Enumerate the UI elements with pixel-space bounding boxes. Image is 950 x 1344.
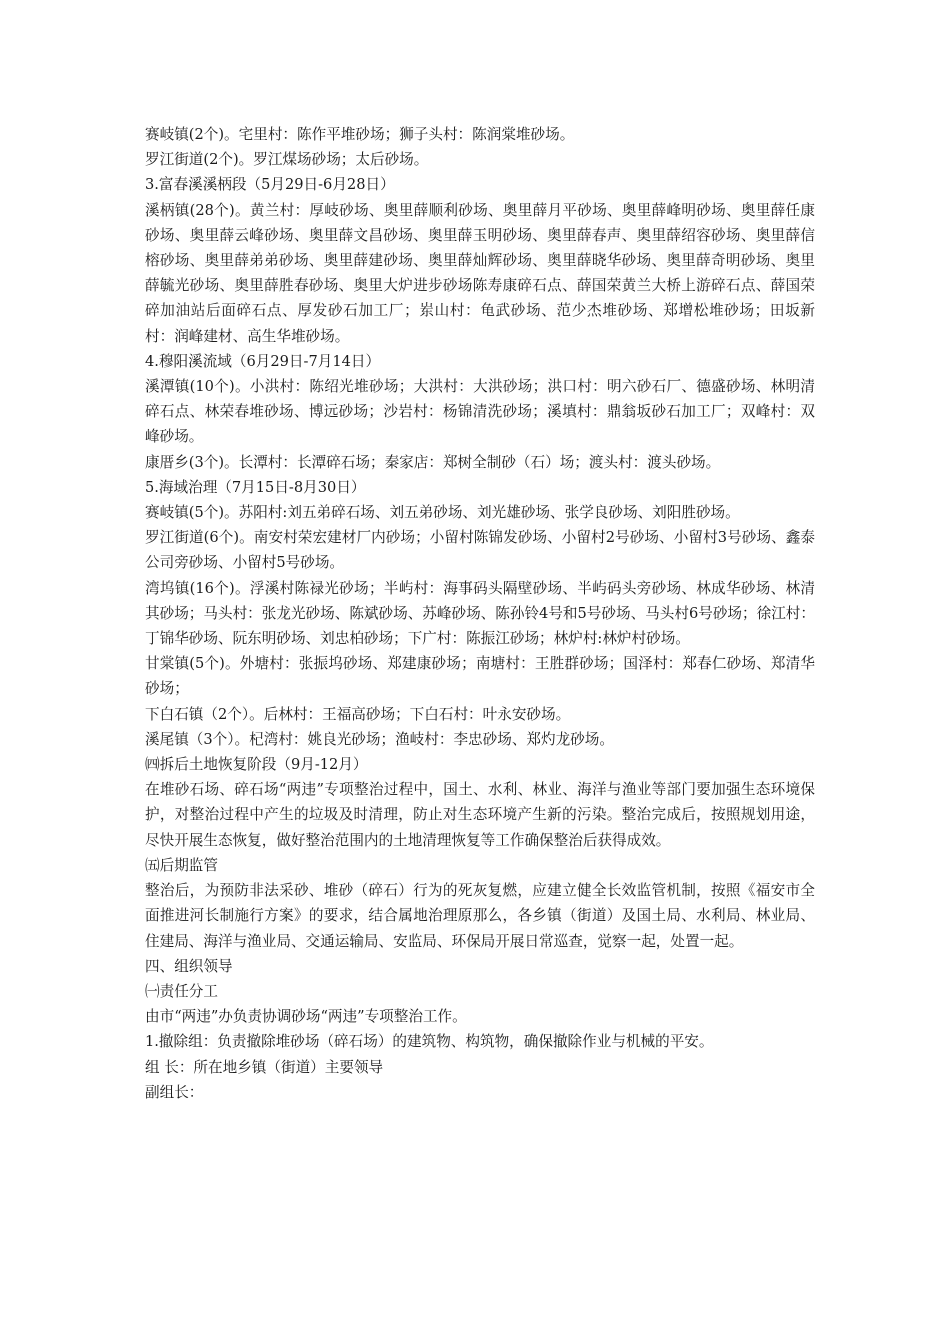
paragraph: 溪尾镇（3个）。杞湾村：姚良光砂场；渔岐村：李忠砂场、郑灼龙砂场。 — [145, 730, 614, 748]
paragraph: 罗江街道(6个)。南安村荣宏建材厂内砂场；小留村陈锦发砂场、小留村2号砂场、小留村3号砂场、鑫泰公司旁砂场、小留村5号砂场。 — [145, 529, 815, 572]
section-heading: ㈣拆后土地恢复阶段（9月-12月） — [145, 756, 368, 774]
paragraph: 甘棠镇(5个)。外塘村：张振坞砂场、郑建康砂场；南塘村：王胜群砂场；国泽村：郑春仁砂场、郑清华砂场； — [145, 655, 815, 698]
paragraph: 组 长：所在地乡镇（街道）主要领导 — [145, 1058, 384, 1076]
section-heading: 4.穆阳溪流域（6月29日-7月14日） — [145, 352, 381, 370]
document-body — [145, 122, 815, 1105]
paragraph: 在堆砂石场、碎石场“两违”专项整治过程中，国土、水利、林业、海洋与渔业等部门要加强生态环境保护，对整治过程中产生的垃圾及时清理，防止对生态环境产生新的污染。整治完成后，按照规划用途，尽快开展生态恢复，做好整治范围内的土地清理恢复等工作确保整治后获得成效。 — [145, 781, 815, 849]
section-heading: 5.海域治理（7月15日-8月30日） — [145, 478, 366, 496]
paragraph: 罗江街道(2个)。罗江煤场砂场；太后砂场。 — [145, 151, 429, 169]
paragraph: 赛岐镇(2个)。宅里村：陈作平堆砂场；狮子头村：陈润棠堆砂场。 — [145, 126, 575, 143]
section-heading: 四、组织领导 — [145, 957, 233, 975]
section-heading: 3.富春溪溪柄段（5月29日-6月28日） — [145, 176, 395, 194]
section-heading: ㈤后期监管 — [145, 856, 218, 874]
paragraph: 溪柄镇(28个)。黄兰村：厚岐砂场、奥里薛顺利砂场、奥里薛月平砂场、奥里薛峰明砂场、奥里薛任康砂场、奥里薛云峰砂场、奥里薛文昌砂场、奥里薛玉明砂场、奥里薛春声、奥里薛绍容砂场、奥里薛信榕砂场、奥里薛弟弟砂场、奥里薛建砂场、奥里薛灿辉砂场、奥里薛晓华砂场、奥里薛奇明砂场、奥里薛毓光砂场、奥里薛胜春砂场、奥里大炉进步砂场陈寿康碎石点、薛国荣黄兰大桥上游碎石点、薛国荣碎加油站后面碎石点、厚发砂石加工厂；岽山村：龟武砂场、范少杰堆砂场、郑增松堆砂场；田坂新村：润峰建材、高生华堆砂场。 — [145, 201, 815, 345]
paragraph: 湾坞镇(16个)。浮溪村陈禄光砂场；半屿村：海事码头隔壁砂场、半屿码头旁砂场、林成华砂场、林清其砂场；马头村：张龙光砂场、陈斌砂场、苏峰砂场、陈孙铃4号和5号砂场、马头村6号砂场；徐江村：丁锦华砂场、阮东明砂场、刘忠柏砂场；下广村：陈振江砂场；林炉村:林炉村砂场。 — [145, 579, 815, 648]
section-heading: ㈠责任分工 — [145, 982, 218, 1000]
paragraph: 由市“两违”办负责协调砂场“两违”专项整治工作。 — [145, 1008, 467, 1026]
paragraph: 整治后，为预防非法采砂、堆砂（碎石）行为的死灰复燃，应建立健全长效监管机制，按照《福安市全面推进河长制施行方案》的要求，结合属地治理原那么，各乡镇（街道）及国土局、水利局、林业局、住建局、海洋与渔业局、交通运输局、安监局、环保局开展日常巡查，觉察一起，处置一起。 — [145, 882, 815, 950]
paragraph: 下白石镇（2个）。后林村：王福高砂场；下白石村：叶永安砂场。 — [145, 705, 571, 723]
paragraph: 溪潭镇(10个)。小洪村：陈绍光堆砂场；大洪村：大洪砂场；洪口村：明六砂石厂、德盛砂场、林明清碎石点、林荣春堆砂场、博远砂场；沙岩村：杨锦清洗砂场；溪填村：鼎翁坂砂石加工厂；双峰村：双峰砂场。 — [145, 378, 815, 446]
paragraph: 副组长： — [145, 1083, 204, 1101]
paragraph: 1.撤除组：负责撤除堆砂场（碎石场）的建筑物、构筑物，确保撤除作业与机械的平安。 — [145, 1033, 714, 1051]
paragraph: 赛岐镇(5个)。苏阳村:刘五弟碎石场、刘五弟砂场、刘光雄砂场、张学良砂场、刘阳胜砂场。 — [145, 504, 740, 522]
paragraph: 康厝乡(3个)。长潭村：长潭碎石场；秦家店：郑树全制砂（石）场；渡头村：渡头砂场。 — [145, 453, 721, 471]
